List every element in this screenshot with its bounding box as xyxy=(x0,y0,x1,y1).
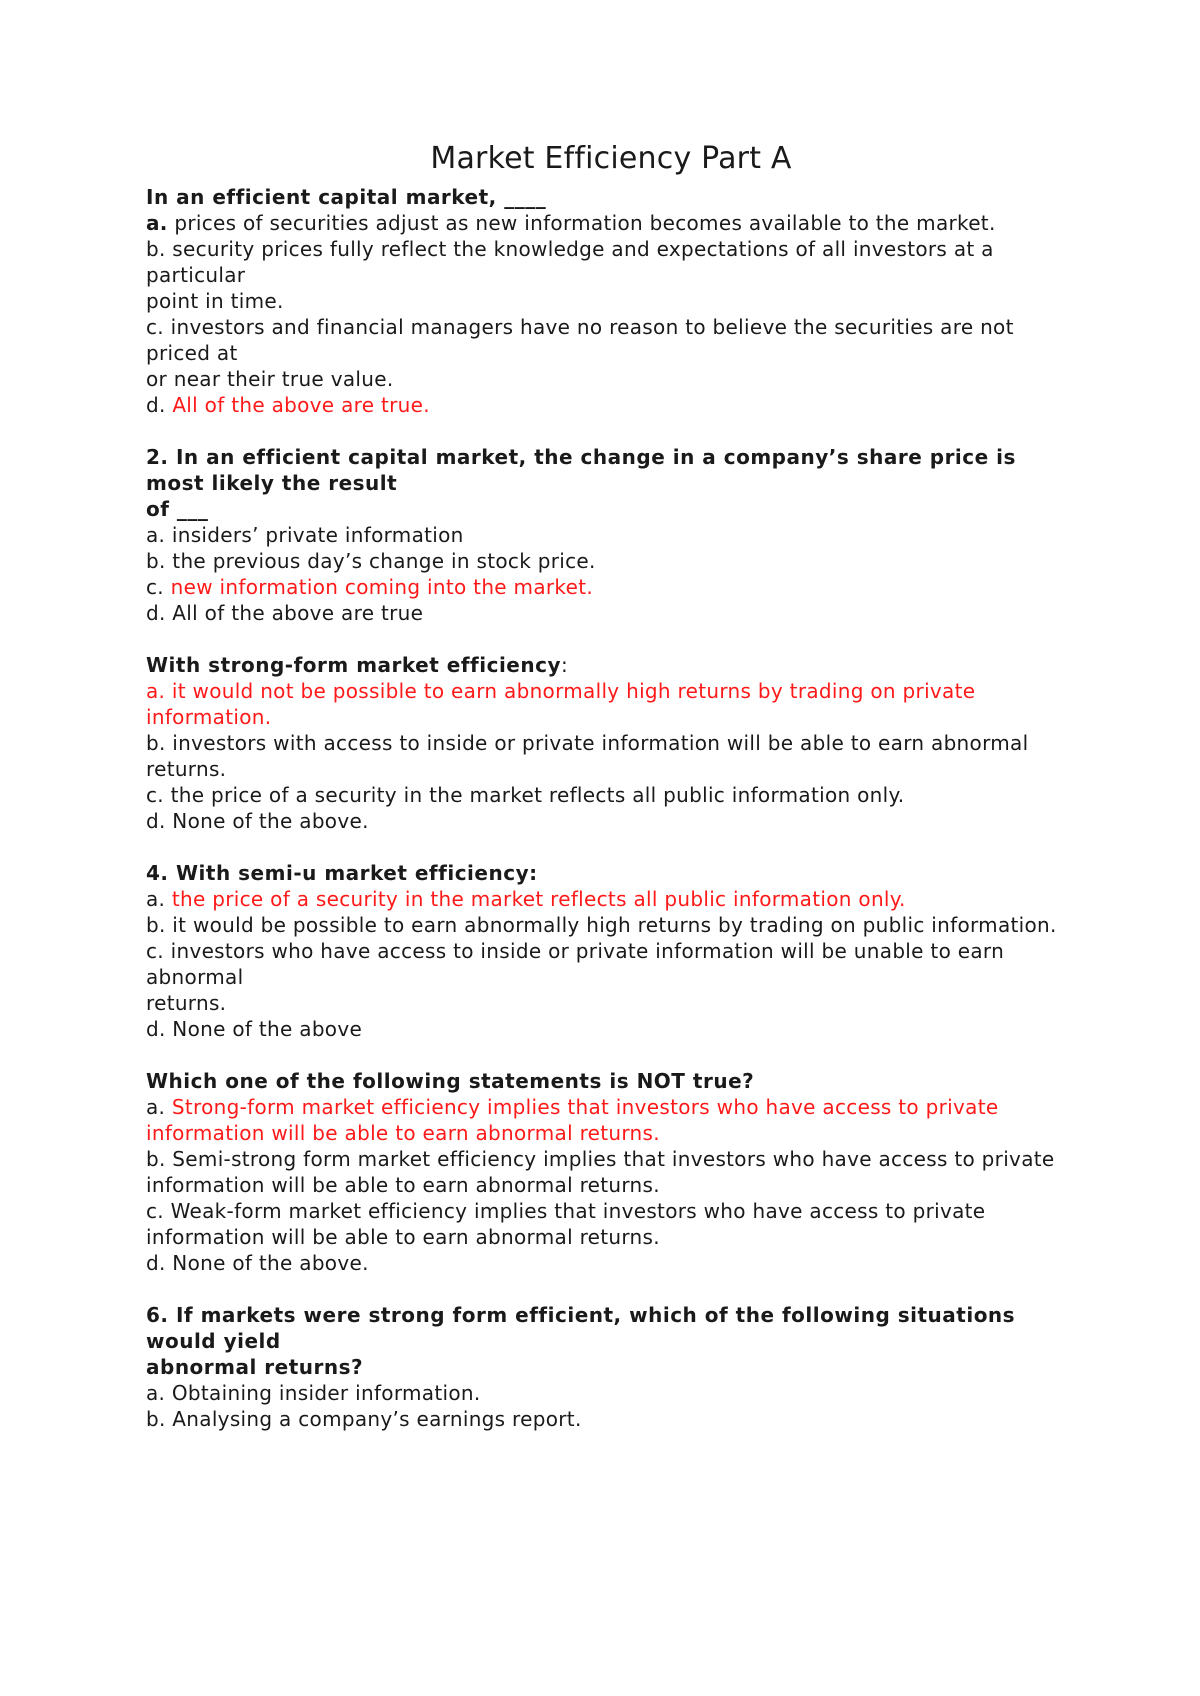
question-4-stem: 4. With semi-u market efficiency: xyxy=(146,861,538,885)
question-2-option-d: d. All of the above are true xyxy=(146,601,424,625)
question-6-option-a: a. Obtaining insider information. xyxy=(146,1381,481,1405)
document-page xyxy=(146,140,1076,1458)
question-3-option-c: c. the price of a security in the market reflects all public information only. xyxy=(146,783,905,807)
question-5 xyxy=(146,1068,1076,1276)
question-6-stem: 6. If markets were strong form efficient, which of the following situations would yield xyxy=(146,1303,1016,1353)
option-a-label: a. xyxy=(146,887,172,911)
option-a-label: a. xyxy=(146,211,168,235)
question-6 xyxy=(146,1302,1076,1432)
question-1-option-c-continued: or near their true value. xyxy=(146,367,394,391)
question-4-option-d: d. None of the above xyxy=(146,1017,363,1041)
question-1-stem: In an efficient capital market, ____ xyxy=(146,185,547,209)
question-3-option-a xyxy=(146,678,1076,730)
option-d-label: d. xyxy=(146,393,173,417)
question-1-option-b-continued: point in time. xyxy=(146,289,284,313)
question-5-option-d: d. None of the above. xyxy=(146,1251,369,1275)
question-2-option-b: b. the previous day’s change in stock price. xyxy=(146,549,596,573)
question-4-option-a xyxy=(146,886,1076,912)
question-1-option-b: b. security prices fully reflect the knowledge and expectations of all investors at a particular xyxy=(146,237,994,287)
question-1-option-a xyxy=(146,210,1076,236)
question-5-option-c: c. Weak-form market efficiency implies that investors who have access to private information will be able to earn abnormal returns. xyxy=(146,1199,986,1249)
question-4 xyxy=(146,860,1076,1042)
question-5-stem: Which one of the following statements is NOT true? xyxy=(146,1069,755,1093)
question-5-option-b-continued: information will be able to earn abnormal returns. xyxy=(146,1173,660,1197)
question-5-option-a xyxy=(146,1094,1076,1120)
question-3-stem-colon: : xyxy=(561,653,569,677)
correct-answer-text: the price of a security in the market reflects all public information only. xyxy=(171,887,906,911)
option-a-label: a. xyxy=(146,1095,172,1119)
correct-answer-text: new information coming into the market. xyxy=(170,575,593,599)
question-1-option-d xyxy=(146,392,1076,418)
correct-answer-text: Strong-form market efficiency implies that investors who have access to private xyxy=(171,1095,999,1119)
question-3-option-b: b. investors with access to inside or private information will be able to earn abnormal returns. xyxy=(146,731,1029,781)
question-2-stem: 2. In an efficient capital market, the change in a company’s share price is most likely the result xyxy=(146,445,1016,495)
question-2-option-a: a. insiders’ private information xyxy=(146,523,464,547)
question-3 xyxy=(146,652,1076,834)
question-6-option-b: b. Analysing a company’s earnings report. xyxy=(146,1407,582,1431)
question-2 xyxy=(146,444,1076,626)
question-2-stem-continued: of ___ xyxy=(146,497,209,521)
question-3-option-d: d. None of the above. xyxy=(146,809,369,833)
question-3-stem-text: With strong-form market efficiency xyxy=(146,653,561,677)
question-1 xyxy=(146,184,1076,418)
correct-answer-text-continued: information will be able to earn abnormal returns. xyxy=(146,1121,660,1145)
question-5-option-b: b. Semi-strong form market efficiency implies that investors who have access to private xyxy=(146,1147,1055,1171)
option-a-label: a. xyxy=(146,679,172,703)
option-c-label: c. xyxy=(146,575,171,599)
question-4-option-c-continued: returns. xyxy=(146,991,227,1015)
option-a-text: prices of securities adjust as new information becomes available to the market. xyxy=(167,211,996,235)
correct-answer-text: it would not be possible to earn abnormally high returns by trading on private information. xyxy=(146,679,976,729)
question-6-stem-continued: abnormal returns? xyxy=(146,1355,364,1379)
question-2-option-c xyxy=(146,574,1076,600)
question-1-option-c: c. investors and financial managers have no reason to believe the securities are not priced at xyxy=(146,315,1014,365)
document-title: Market Efficiency Part A xyxy=(430,141,792,176)
correct-answer-text: All of the above are true. xyxy=(172,393,430,417)
question-5-option-a-continued xyxy=(146,1120,1076,1146)
question-4-option-c: c. investors who have access to inside or private information will be unable to earn abnormal xyxy=(146,939,1005,989)
question-3-stem xyxy=(146,652,1076,678)
question-4-option-b: b. it would be possible to earn abnormally high returns by trading on public information. xyxy=(146,913,1057,937)
